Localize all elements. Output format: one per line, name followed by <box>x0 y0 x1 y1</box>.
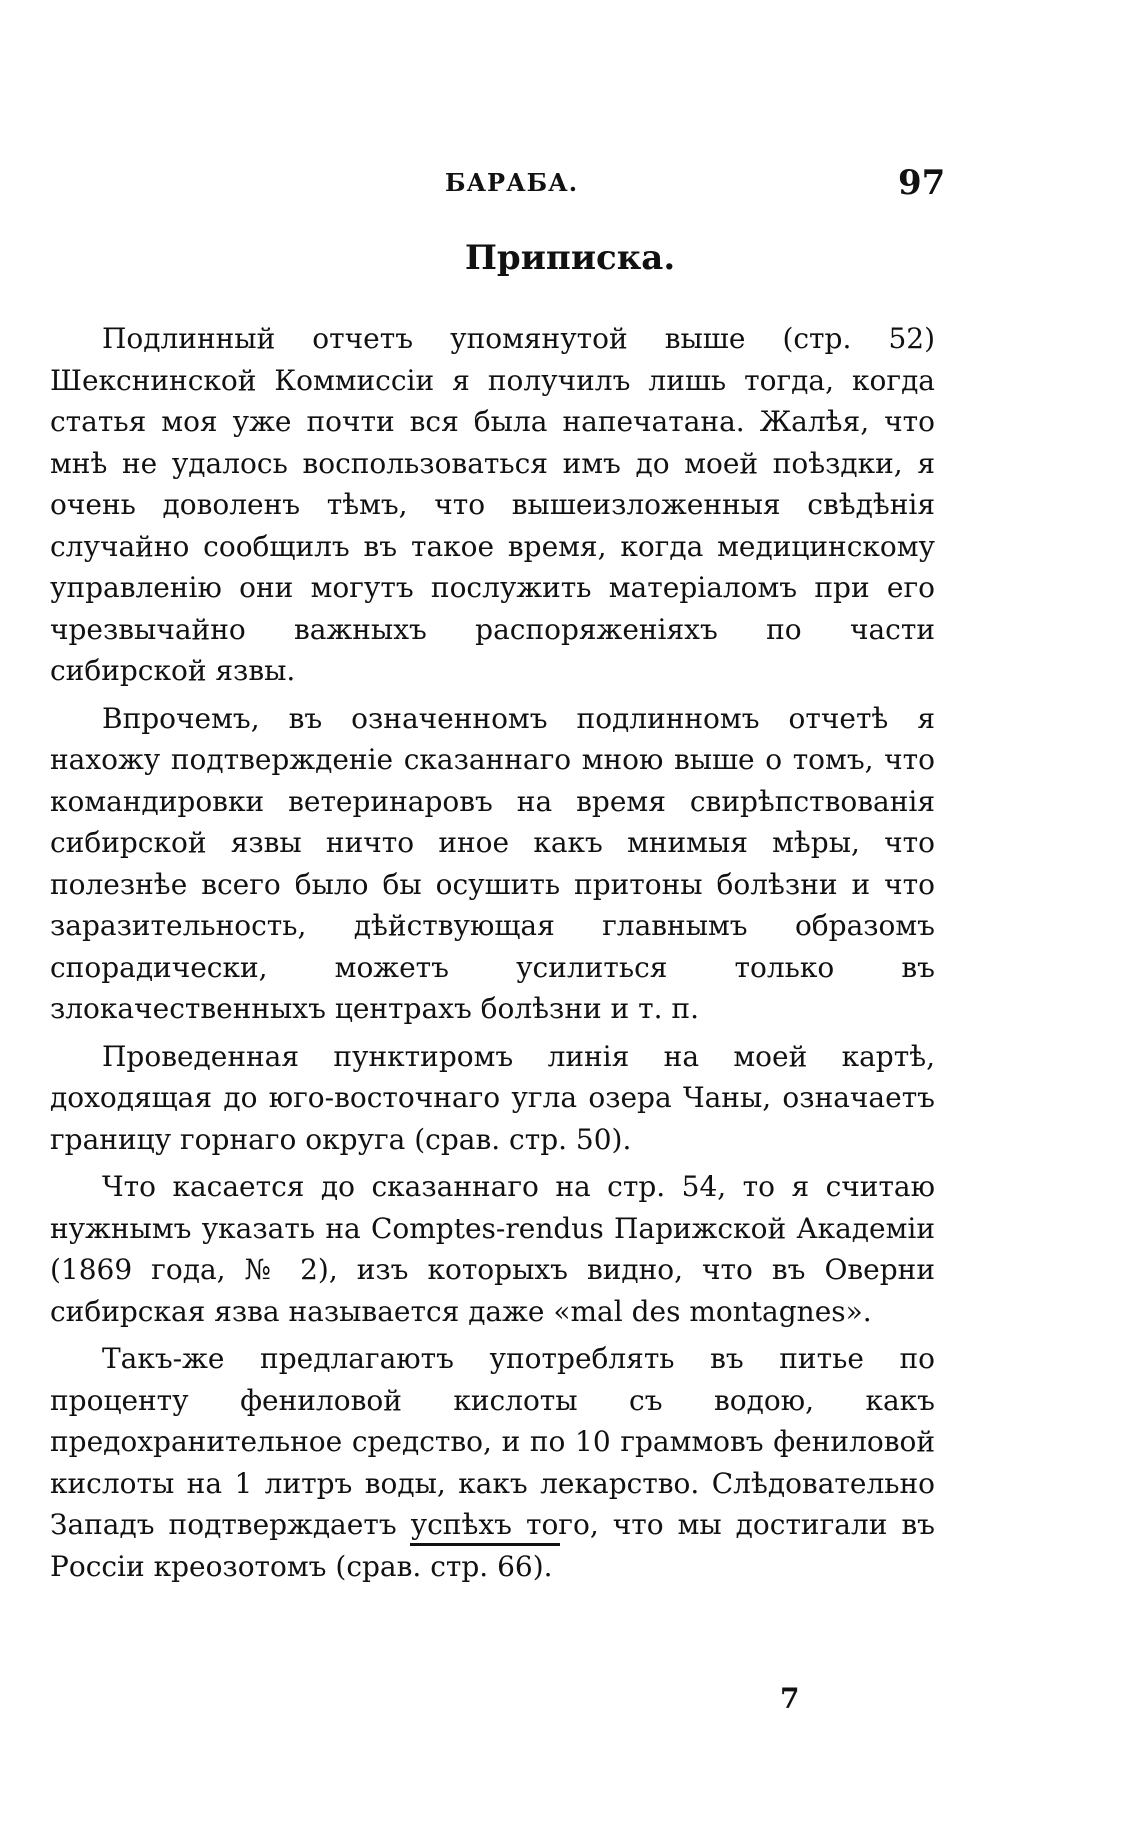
body-text <box>50 318 935 1593</box>
running-title: БАРАБА. <box>445 168 579 197</box>
section-title: Приписка. <box>464 238 676 278</box>
paragraph: Впрочемъ, въ означенномъ подлинномъ отчетѣ я нахожу подтвержденіе сказаннаго мною выше о томъ, что командировки ветеринаровъ на время свирѣпствованія сибирской язвы ничто иное какъ мнимыя мѣры, что полезнѣе всего было бы осушить притоны болѣзни и что заразительность, дѣйствующая главнымъ образомъ спорадически, можетъ усилиться только въ злокачественныхъ центрахъ болѣзни и т. п. <box>50 701 935 1025</box>
paragraph: Подлинный отчетъ упомянутой выше (стр. 52) Шекснинской Коммиссіи я получилъ лишь тогда, когда статья моя уже почти вся была напечатана. Жалѣя, что мнѣ не удалось воспользоваться имъ до моей поѣздки, я очень доволенъ тѣмъ, что вышеизложенныя свѣдѣнія случайно сообщилъ въ такое время, когда медицинскому управленію они могутъ послужить матеріаломъ при его чрезвычайно важныхъ распоряженіяхъ по части сибирской язвы. <box>50 322 935 687</box>
paragraph: Что касается до сказаннаго на стр. 54, то я считаю нужнымъ указать на Comptes-rendus Парижской Академіи (1869 года, № 2), изъ которыхъ видно, что въ Оверни сибирская язва называется даже «mal des montagnes». <box>50 1170 935 1328</box>
page-number: 97 <box>898 163 946 203</box>
paragraph: Проведенная пунктиромъ линія на моей картѣ, доходящая до юго-восточнаго угла озера Чаны, означаетъ границу горнаго округа (срав. стр. 50). <box>50 1039 935 1156</box>
end-rule-divider <box>410 1543 560 1546</box>
paragraph: Такъ-же предлагаютъ употреблять въ питье по проценту фениловой кислоты съ водою, какъ предохранительное средство, и по 10 граммовъ фениловой кислоты на 1 литръ воды, какъ лекарство. Слѣдовательно Западъ подтверждаетъ успѣхъ того, что мы достигали въ Россіи креозотомъ (срав. стр. 66). <box>50 1342 935 1583</box>
signature-mark: 7 <box>780 1682 800 1715</box>
